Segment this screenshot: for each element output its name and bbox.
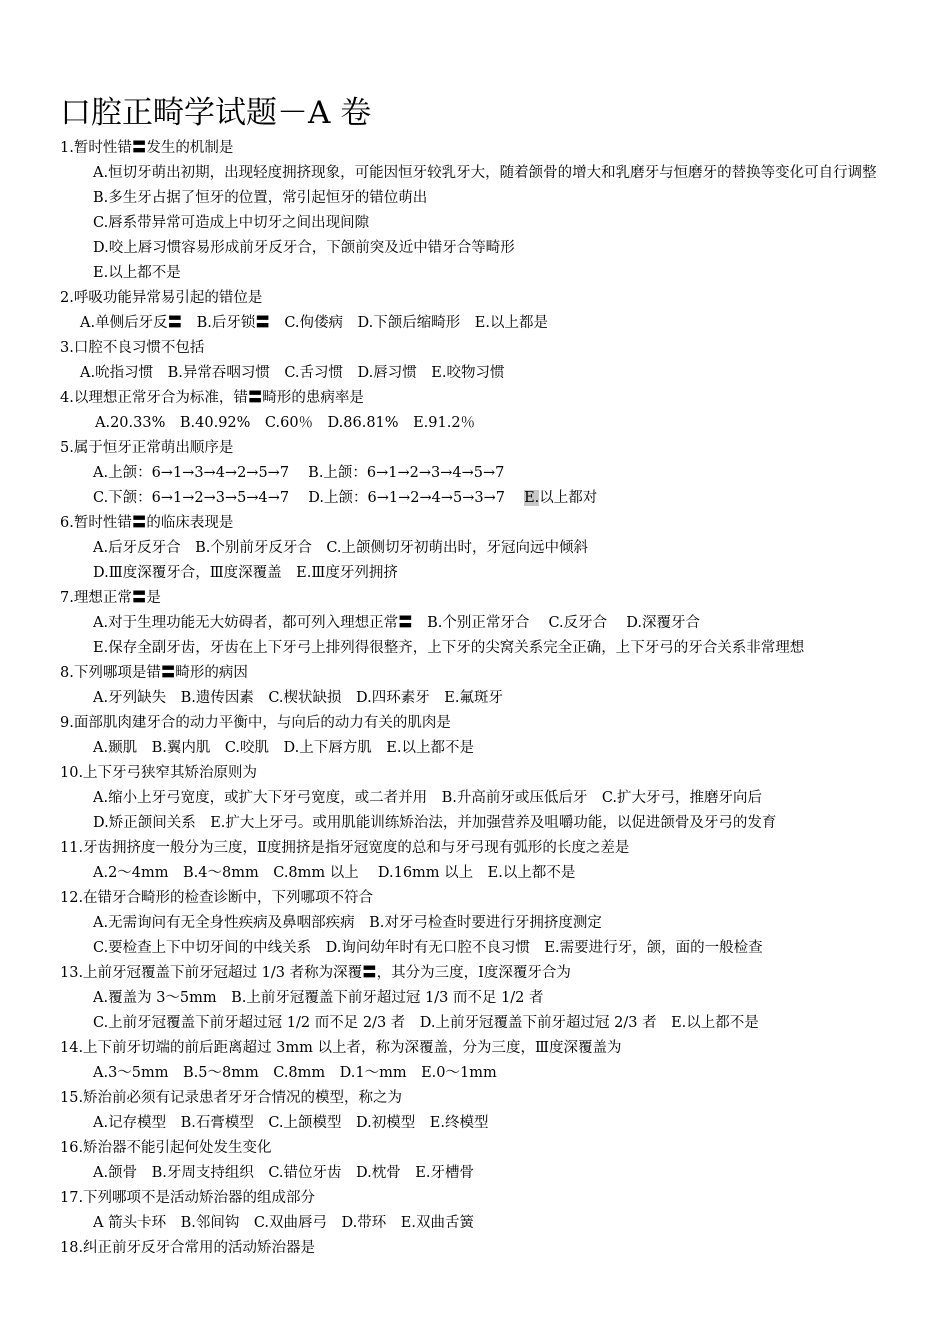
q10-options-line-2: D.矫正颌间关系 E.扩大上牙弓。或用肌能训练矫治法，并加强营养及咀嚼功能，以促进颌骨及牙弓的发育 [93, 815, 777, 831]
question-8: 8.下列哪项是错〓畸形的病因 [60, 665, 248, 681]
q5-options-cd: C.下颌：6→1→2→3→5→4→7 D.上颌：6→1→2→4→5→3→7 [93, 490, 505, 506]
q6-options-line-1: A.后牙反牙合 B.个别前牙反牙合 C.上颌侧切牙初萌出时，牙冠向远中倾斜 [93, 540, 589, 556]
q9-options: A.颞肌 B.翼内肌 C.咬肌 D.上下唇方肌 E.以上都不是 [93, 740, 474, 756]
q7-options-line-1: A.对于生理功能无大妨碍者，都可列入理想正常〓 B.个别正常牙合 C.反牙合 D.深覆牙合 [93, 615, 700, 631]
q5-options-line-2 [60, 486, 900, 511]
question-12: 12.在错牙合畸形的检查诊断中，下列哪项不符合 [60, 890, 374, 906]
q7-options-line-2: E.保存全副牙齿，牙齿在上下牙弓上排列得很整齐，上下牙的尖窝关系完全正确，上下牙弓的牙合关系非常理想 [93, 640, 805, 656]
question-11: 11.牙齿拥挤度一般分为三度，Ⅱ度拥挤是指牙冠宽度的总和与牙弓现有弧形的长度之差是 [60, 840, 630, 856]
q8-options: A.牙列缺失 B.遗传因素 C.楔状缺损 D.四环素牙 E.氟斑牙 [93, 690, 503, 706]
q12-options-line-2: C.要检查上下中切牙间的中线关系 D.询问幼年时有无口腔不良习惯 E.需要进行牙，颌，面的一般检查 [93, 940, 763, 956]
question-7: 7.理想正常〓是 [60, 590, 161, 606]
question-6: 6.暂时性错〓的临床表现是 [60, 515, 234, 531]
question-9: 9.面部肌肉建牙合的动力平衡中，与向后的动力有关的肌肉是 [60, 715, 451, 731]
q5-options-line-1: A.上颌：6→1→3→4→2→5→7 B.上颌：6→1→2→3→4→5→7 [93, 465, 505, 481]
question-17: 17.下列哪项不是活动矫治器的组成部分 [60, 1190, 316, 1206]
q12-options-line-1: A.无需询问有无全身性疾病及鼻咽部疾病 B.对牙弓检查时要进行牙拥挤度测定 [93, 915, 602, 931]
page-title: 口腔正畸学试题－A 卷 [60, 95, 372, 131]
document-page [60, 90, 900, 1261]
q13-options-line-2: C.上前牙冠覆盖下前牙超过冠 1/2 而不足 2/3 者 D.上前牙冠覆盖下前牙超过冠 2/3 者 E.以上都不是 [93, 1015, 759, 1031]
q13-options-line-1: A.覆盖为 3～5mm B.上前牙冠覆盖下前牙超过冠 1/3 而不足 1/2 者 [93, 990, 544, 1006]
q1-option-d: D.咬上唇习惯容易形成前牙反牙合，下颌前突及近中错牙合等畸形 [93, 240, 515, 256]
question-13: 13.上前牙冠覆盖下前牙冠超过 1/3 者称为深覆〓，其分为三度，Ⅰ度深覆牙合为 [60, 965, 571, 981]
q10-options-line-1: A.缩小上牙弓宽度，或扩大下牙弓宽度，或二者并用 B.升高前牙或压低后牙 C.扩大牙弓，推磨牙向后 [93, 790, 763, 806]
q4-options: A.20.33% B.40.92% C.60％ D.86.81% E.91.2％ [95, 415, 476, 431]
q5-option-e-text: 以上都对 [539, 490, 598, 506]
question-10: 10.上下牙弓狭窄其矫治原则为 [60, 765, 258, 781]
question-4: 4.以理想正常牙合为标准，错〓畸形的患病率是 [60, 390, 364, 406]
q1-option-a: A.恒切牙萌出初期，出现轻度拥挤现象，可能因恒牙较乳牙大，随着颌骨的增大和乳磨牙与恒磨牙的替换等变化可自行调整 [93, 165, 877, 181]
q1-option-b: B.多生牙占据了恒牙的位置，常引起恒牙的错位萌出 [93, 190, 428, 206]
q2-options: A.单侧后牙反〓 B.后牙锁〓 C.佝偻病 D.下颌后缩畸形 E.以上都是 [80, 315, 548, 331]
q11-options: A.2～4mm B.4～8mm C.8mm 以上 D.16mm 以上 E.以上都不是 [93, 865, 576, 881]
highlighted-option-e: E. [524, 490, 540, 506]
question-2: 2.呼吸功能异常易引起的错位是 [60, 290, 263, 306]
question-3: 3.口腔不良习惯不包括 [60, 340, 205, 356]
q6-options-line-2: D.Ⅲ度深覆牙合，Ⅲ度深覆盖 E.Ⅲ度牙列拥挤 [93, 565, 398, 581]
question-18: 18.纠正前牙反牙合常用的活动矫治器是 [60, 1240, 316, 1256]
question-14: 14.上下前牙切端的前后距离超过 3mm 以上者，称为深覆盖，分为三度，Ⅲ度深覆盖为 [60, 1040, 622, 1056]
q16-options: A.颌骨 B.牙周支持组织 C.错位牙齿 D.枕骨 E.牙槽骨 [93, 1165, 474, 1181]
q15-options: A.记存模型 B.石膏模型 C.上颌模型 D.初模型 E.终模型 [93, 1115, 489, 1131]
q1-option-c: C.唇系带异常可造成上中切牙之间出现间隙 [93, 215, 370, 231]
question-15: 15.矫治前必须有记录患者牙牙合情况的模型，称之为 [60, 1090, 403, 1106]
q3-options: A.吮指习惯 B.异常吞咽习惯 C.舌习惯 D.唇习惯 E.咬物习惯 [80, 365, 505, 381]
question-1: 1.暂时性错〓发生的机制是 [60, 140, 234, 156]
q17-options: A 箭头卡环 B.邻间钩 C.双曲唇弓 D.带环 E.双曲舌簧 [93, 1215, 474, 1231]
question-5: 5.属于恒牙正常萌出顺序是 [60, 440, 234, 456]
question-16: 16.矫治器不能引起何处发生变化 [60, 1140, 272, 1156]
q1-option-e: E.以上都不是 [93, 265, 181, 281]
q14-options: A.3～5mm B.5～8mm C.8mm D.1～mm E.0～1mm [93, 1065, 497, 1081]
